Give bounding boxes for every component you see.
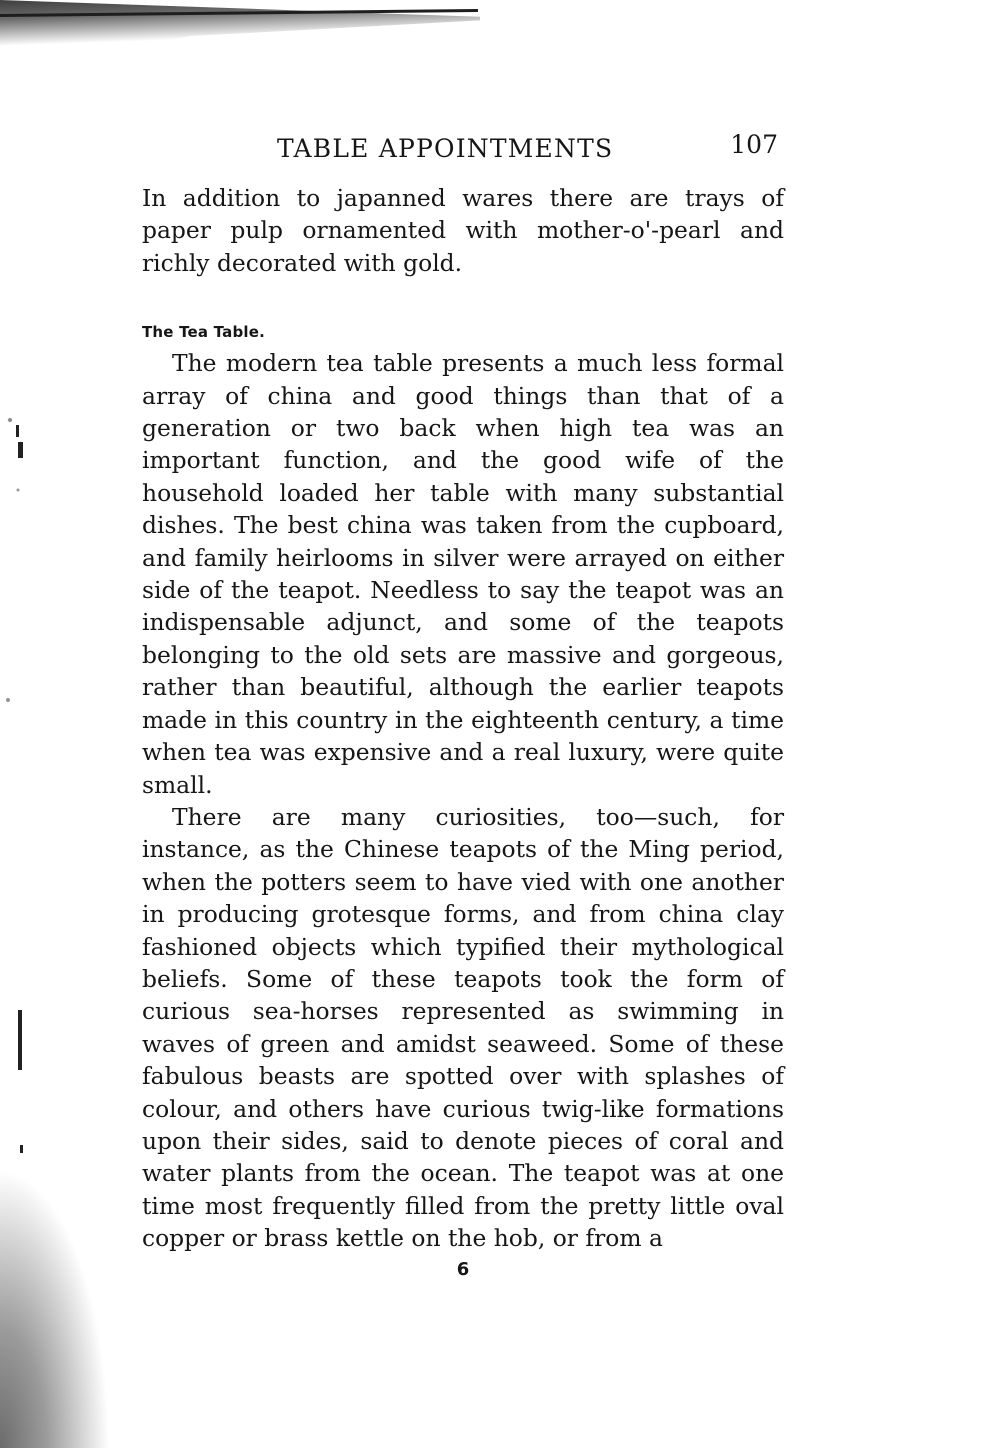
margin-mark bbox=[20, 1145, 23, 1153]
running-title: TABLE APPOINTMENTS bbox=[277, 134, 614, 163]
margin-mark bbox=[16, 425, 19, 437]
paragraph: There are many curiosities, too—such, for instance, as the Chinese teapots of the Ming period, when the potters seem to have vied with one another in producing grotesque forms, and from china clay fashioned objects which typified their mythological beliefs. Some of these teapots took the form of curious sea-horses represented as swimming in waves of green and amidst seaweed. Some of these fabulous beasts are spotted over with splashes of colour, and others have curious twig-like formations upon their sides, said to denote pieces of coral and water plants from the ocean. The teapot was at one time most frequently filled from the pretty little oval copper or brass kettle on the hob, or from a bbox=[142, 802, 784, 1253]
running-head bbox=[142, 128, 784, 172]
signature-mark: 6 bbox=[456, 1258, 470, 1280]
paragraph: The modern tea table presents a much less formal array of china and good things than that of a generation or two back when high tea was an important function, and the good wife of the household loaded her table with many substantial dishes. The best china was taken from the cupboard, and family heirlooms in silver were arrayed on either side of the teapot. Needless to say the teapot was an indispensable adjunct, and some of the teapots belonging to the old sets are massive and gorgeous, rather than beautiful, although the earlier teapots made in this country in the eighteenth century, a time when tea was expensive and a real luxury, were quite small. bbox=[142, 349, 784, 799]
section-heading: The Tea Table. bbox=[142, 323, 266, 342]
margin-mark bbox=[18, 1010, 22, 1070]
intro-paragraph: In addition to japanned wares there are trays of paper pulp ornamented with mother-o'-pearl and richly decorated with gold. bbox=[142, 184, 784, 277]
margin-mark bbox=[18, 442, 23, 458]
scan-corner-shadow bbox=[0, 1168, 110, 1448]
body-text bbox=[142, 182, 784, 1255]
page-number: 107 bbox=[730, 130, 778, 159]
book-page bbox=[142, 128, 784, 1280]
